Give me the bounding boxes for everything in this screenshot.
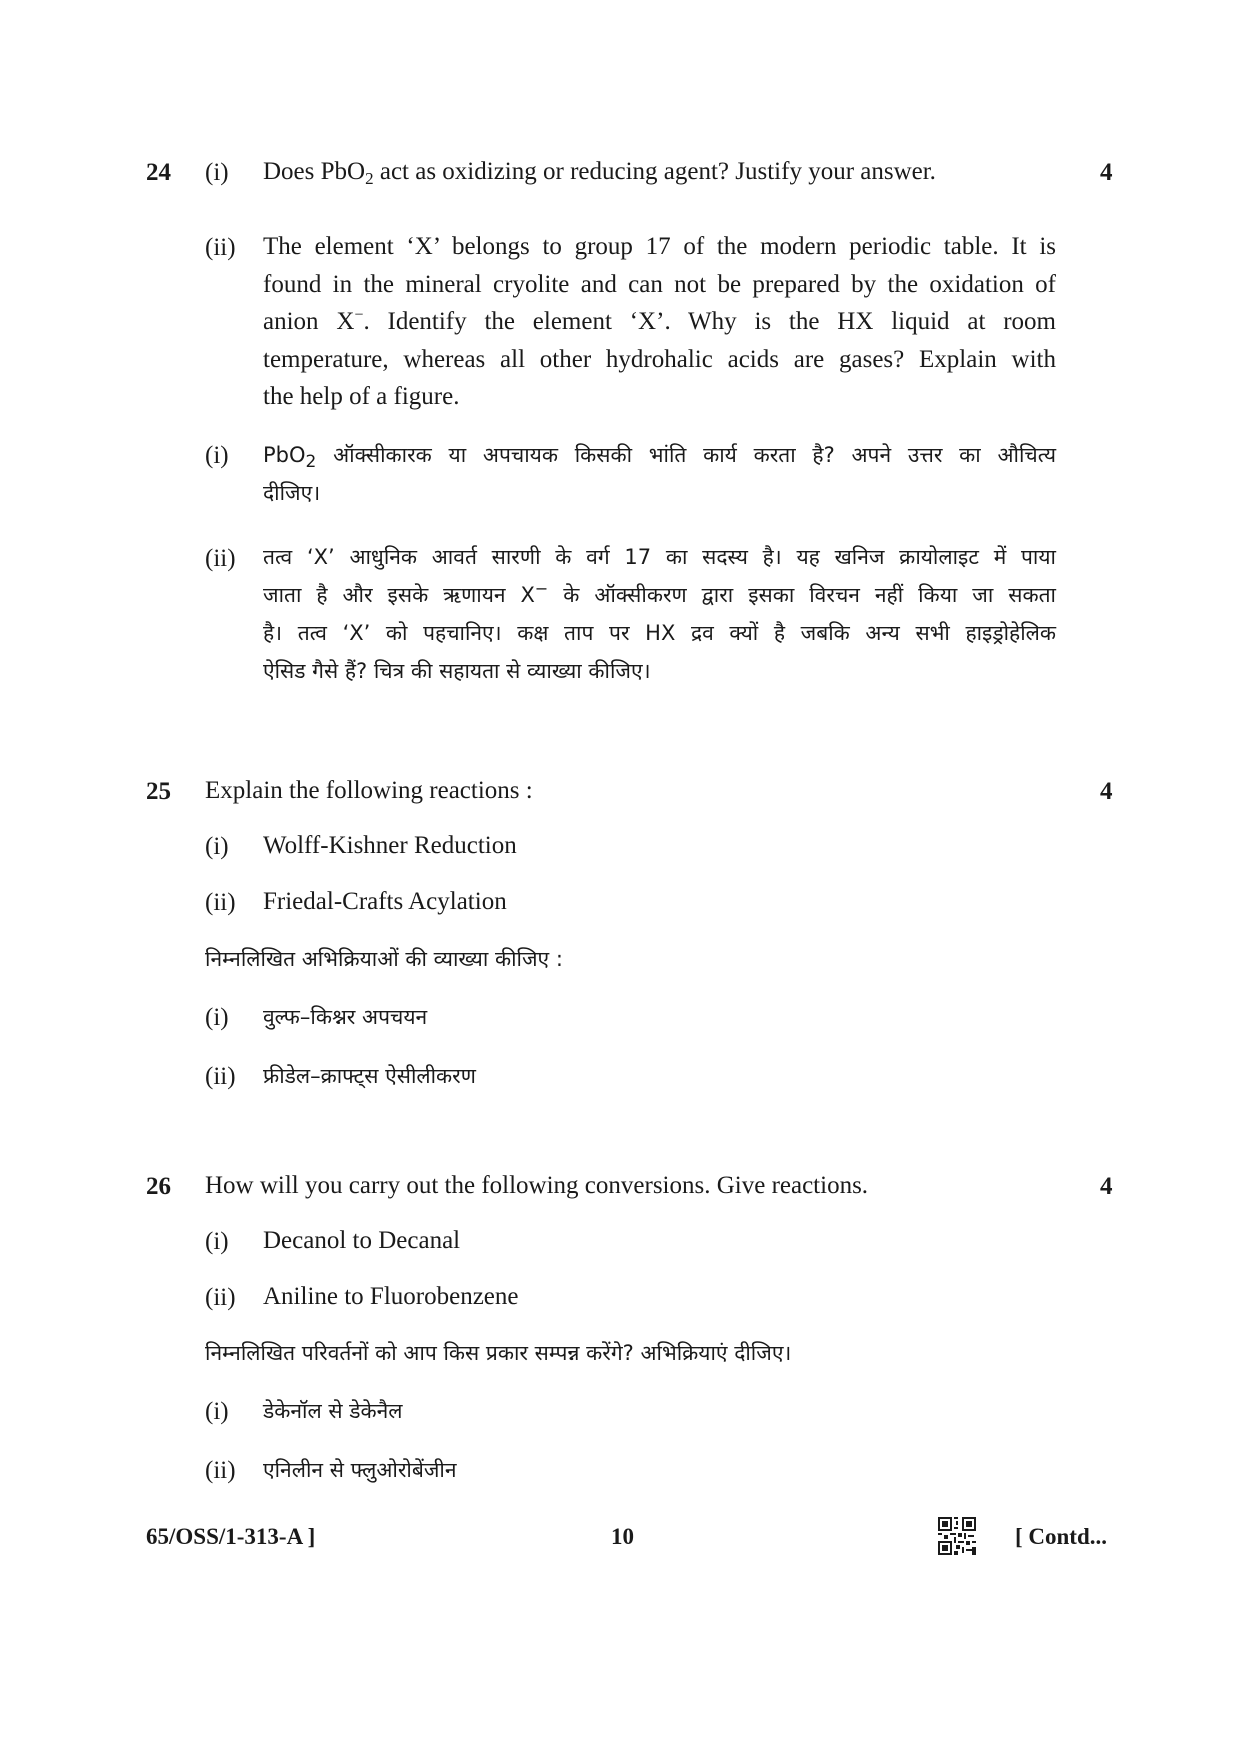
q26-en-intro: How will you carry out the following conversions. Give reactions. bbox=[205, 1172, 869, 1199]
qr-code-icon bbox=[938, 1517, 976, 1555]
q25-en-item-label: (i) bbox=[205, 833, 229, 860]
q25-hi-item-text: फ्रीडेल–क्राफ्ट्स ऐसीलीकरण bbox=[263, 1064, 476, 1088]
q25-hi-intro: निम्नलिखित अभिक्रियाओं की व्याख्या कीजिए : bbox=[205, 947, 563, 971]
q25-en-item-text: Friedal-Crafts Acylation bbox=[263, 888, 507, 915]
q24-hi-i-line: PbO$_2$ ऑक्सीकारक या अपचायक किसकी भांति कार्य करता है? अपने उत्तर का औचित्य bbox=[263, 443, 1056, 472]
question-24-number: 24 bbox=[146, 159, 171, 186]
q26-hi-item-label: (ii) bbox=[205, 1457, 236, 1484]
q24-en-ii-line: the help of a figure. bbox=[263, 383, 460, 410]
q24-hi-ii-line: ऐसिड गैसे हैं? चित्र की सहायता से व्याख्या कीजिए। bbox=[263, 659, 651, 683]
continued-label: [ Contd... bbox=[1015, 1524, 1108, 1549]
q24-hi-i-line: दीजिए। bbox=[263, 481, 321, 505]
question-25-number: 25 bbox=[146, 778, 171, 805]
q25-hi-item-label: (i) bbox=[205, 1004, 229, 1031]
q26-hi-item-text: डेकेनॉल से डेकेनैल bbox=[263, 1399, 403, 1423]
q26-en-item-label: (i) bbox=[205, 1228, 229, 1255]
q24-en-i-label: (i) bbox=[205, 159, 229, 186]
q25-en-intro: Explain the following reactions : bbox=[205, 777, 533, 804]
q24-hi-ii-line: जाता है और इसके ऋणायन X− के ऑक्सीकरण द्वारा इसका विरचन नहीं किया जा सकता bbox=[263, 579, 1057, 607]
q24-en-ii-label: (ii) bbox=[205, 234, 236, 261]
q25-hi-item-label: (ii) bbox=[205, 1063, 236, 1090]
q24-hi-ii-label: (ii) bbox=[205, 545, 236, 572]
q24-en-ii-line: The element ‘X’ belongs to group 17 of the modern periodic table. It is bbox=[263, 233, 1056, 260]
q26-hi-item-text: एनिलीन से फ्लुओरोबेंजीन bbox=[263, 1458, 457, 1482]
q26-en-item-label: (ii) bbox=[205, 1284, 236, 1311]
q24-en-ii-text bbox=[263, 228, 1056, 416]
q24-hi-i-label: (i) bbox=[205, 442, 229, 469]
q24-hi-i-text bbox=[263, 436, 1056, 512]
q24-en-ii-line: temperature, whereas all other hydrohalic acids are gases? Explain with bbox=[263, 345, 1056, 373]
q25-en-item-text: Wolff-Kishner Reduction bbox=[263, 832, 517, 859]
question-26-number: 26 bbox=[146, 1173, 171, 1200]
q24-hi-ii-text bbox=[263, 538, 1056, 690]
q24-en-ii-line: anion X−. Identify the element ‘X’. Why is the HX liquid at room bbox=[263, 306, 1056, 335]
q26-hi-intro: निम्नलिखित परिवर्तनों को आप किस प्रकार सम्पन्न करेंगे? अभिक्रियाएं दीजिए। bbox=[205, 1341, 792, 1365]
question-24-marks: 4 bbox=[1100, 159, 1113, 186]
page-number: 10 bbox=[611, 1524, 634, 1549]
question-26-marks: 4 bbox=[1100, 1173, 1113, 1200]
q24-en-ii-line: found in the mineral cryolite and can not be prepared by the oxidation of bbox=[263, 270, 1056, 298]
q26-en-item-text: Decanol to Decanal bbox=[263, 1227, 461, 1254]
q26-hi-item-label: (i) bbox=[205, 1398, 229, 1425]
question-25-marks: 4 bbox=[1100, 778, 1113, 805]
q24-hi-ii-line: तत्व ‘X’ आधुनिक आवर्त सारणी के वर्ग 17 का सदस्य है। यह खनिज क्रायोलाइट में पाया bbox=[263, 545, 1056, 569]
q25-en-item-label: (ii) bbox=[205, 889, 236, 916]
q24-hi-ii-line: है। तत्व ‘X’ को पहचानिए। कक्ष ताप पर HX द्रव क्यों है जबकि अन्य सभी हाइड्रोहेलिक bbox=[263, 621, 1056, 645]
q26-en-item-text: Aniline to Fluorobenzene bbox=[263, 1283, 519, 1310]
paper-code: 65/OSS/1-313-A ] bbox=[146, 1524, 316, 1549]
q24-en-i-text: Does PbO$_2$ act as oxidizing or reducing agent? Justify your answer. bbox=[263, 158, 936, 188]
q25-hi-item-text: वुल्फ–किश्नर अपचयन bbox=[263, 1005, 428, 1029]
